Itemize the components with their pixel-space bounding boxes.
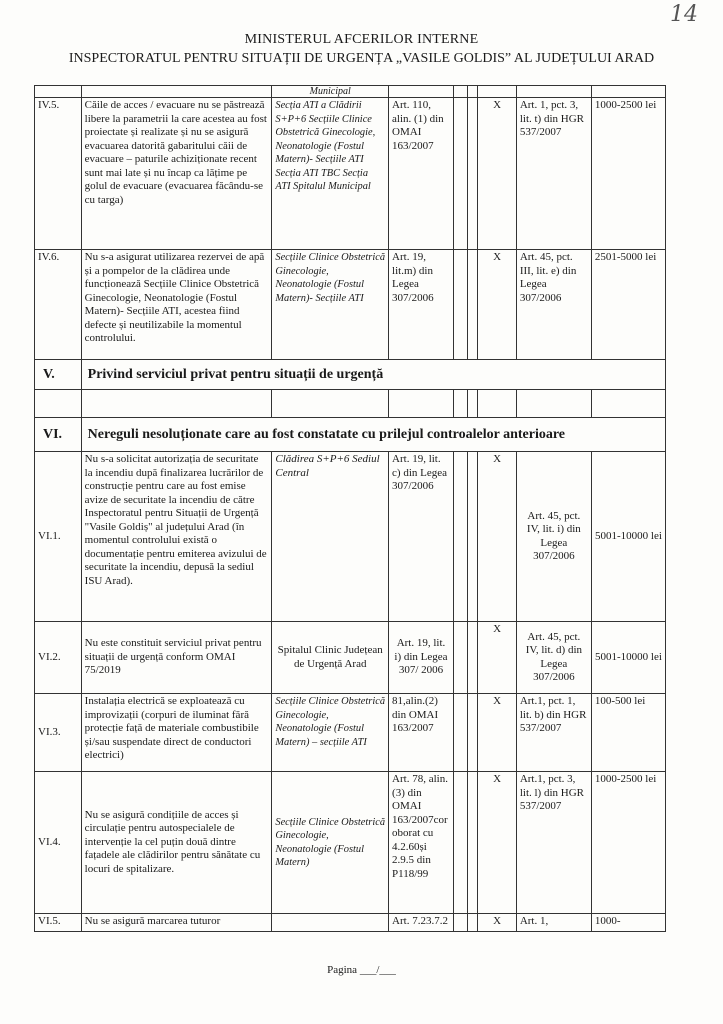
fine-amount: 2501-5000 lei: [591, 250, 665, 360]
legal-article: 81,alin.(2) din OMAI 163/2007: [389, 694, 454, 772]
location-cell: Secțiile Clinice Obstetrică Ginecologie, Neonatologie (Fostul Matern) – secțiile ATI: [272, 694, 389, 772]
sanction-article: Art. 1, pct. 3, lit. t) din HGR 537/2007: [516, 98, 591, 250]
finding-description: Nu s-a solicitat autorizația de securitate la incendiu după finalizarea lucrărilor de construcție pentru care au fost emise avize de securitate la incendiu de către Inspectoratul pentru Situații de Urgență "Vasile Goldiș" al județului Arad (în momentul controlului există o documentație pentru emiterea avizului de securitate la incendiu, depusă la sediul ISU Arad).: [81, 452, 272, 622]
sanction-article: Art.1, pct. 3, lit. l) din HGR 537/2007: [516, 772, 591, 914]
findings-table: [34, 85, 666, 932]
legal-article: Art. 78, alin. (3) din OMAI 163/2007cor oborat cu 4.2.60și 2.9.5 din P118/99: [389, 772, 454, 914]
table-row: [35, 694, 666, 772]
empty-row: [35, 390, 666, 418]
fine-amount: 100-500 lei: [591, 694, 665, 772]
sanction-article: Art. 45, pct. IV, lit. d) din Legea 307/2006: [516, 622, 591, 694]
legal-article: Art. 110, alin. (1) din OMAI 163/2007: [389, 98, 454, 250]
legal-article: Art. 7.23.7.2: [389, 914, 454, 932]
row-index: VI.3.: [35, 694, 82, 772]
row-index: VI.1.: [35, 452, 82, 622]
table-row: [35, 914, 666, 932]
row-index: IV.6.: [35, 250, 82, 360]
location-cell: [272, 914, 389, 932]
section-number: V.: [35, 360, 82, 390]
table-row: [35, 772, 666, 914]
fine-amount: 1000-2500 lei: [591, 98, 665, 250]
legal-article: Art. 19, lit.m) din Legea 307/2006: [389, 250, 454, 360]
handwritten-page-mark: 14: [670, 2, 698, 27]
finding-description: Nu este constituit serviciul privat pentru situații de urgență conform OMAI 75/2019: [81, 622, 272, 694]
finding-description: Nu se asigură marcarea tuturor: [81, 914, 272, 932]
section-number: VI.: [35, 418, 82, 452]
ministry-title: MINISTERUL AFCERILOR INTERNE: [244, 32, 479, 47]
finding-description: Nu s-a asigurat utilizarea rezervei de apă și a pompelor de la clădirea unde funcționează Secțiile Clinice Obstetrică Ginecologie, Neonatologie (Fostul Matern)- Secțiile ATI, acestea fiind defecte și neutilizabile la momentul controlului.: [81, 250, 272, 360]
section-v-heading: [35, 360, 666, 390]
location-cell: Spitalul Clinic Județean de Urgență Arad: [272, 622, 389, 694]
location-cell: Municipal: [272, 86, 389, 98]
sanction-article: Art. 45, pct. III, lit. e) din Legea 307/2006: [516, 250, 591, 360]
fine-amount: 5001-10000 lei: [591, 622, 665, 694]
table-row: [35, 98, 666, 250]
section-title: Privind serviciul privat pentru situații de urgență: [81, 360, 665, 390]
fine-amount: 5001-10000 lei: [591, 452, 665, 622]
row-index: VI.4.: [35, 772, 82, 914]
table-row: [35, 452, 666, 622]
finding-description: Instalația electrică se exploatează cu improvizații (corpuri de iluminat fără protecție față de materiale combustibile și/sau suspendate direct de conductori electrici): [81, 694, 272, 772]
legal-article: Art. 19, lit. c) din Legea 307/2006: [389, 452, 454, 622]
sanction-article: Art. 45, pct. IV, lit. i) din Legea 307/2006: [516, 452, 591, 622]
legal-article: Art. 19, lit. i) din Legea 307/ 2006: [389, 622, 454, 694]
page-footer: [0, 964, 723, 976]
mark-cell: X: [478, 98, 517, 250]
inspectorate-title: INSPECTORATUL PENTRU SITUAȚII DE URGENȚA „VASILE GOLDIS” AL JUDEȚULUI ARAD: [68, 51, 655, 66]
location-cell: Secțiile Clinice Obstetrică Ginecologie, Neonatologie (Fostul Matern): [272, 772, 389, 914]
mark-cell: X: [478, 694, 517, 772]
row-index: VI.2.: [35, 622, 82, 694]
mark-cell: X: [478, 622, 517, 694]
sanction-article: Art. 1,: [516, 914, 591, 932]
row-index: VI.5.: [35, 914, 82, 932]
row-index: IV.5.: [35, 98, 82, 250]
section-title: Nereguli nesoluționate care au fost constatate cu prilejul controalelor anterioare: [81, 418, 665, 452]
table-row: [35, 622, 666, 694]
location-cell: Secțiile Clinice Obstetrică Ginecologie, Neonatologie (Fostul Matern)- Secțiile ATI: [272, 250, 389, 360]
page-number-label: Pagina ___/___: [327, 964, 396, 976]
section-vi-heading: [35, 418, 666, 452]
finding-description: Nu se asigură condițiile de acces și circulație pentru autospecialele de intervenție la cel puțin două dintre fațadele ale clădirilor pentru sănătate cu locuri de spitalizare.: [81, 772, 272, 914]
table-row: [35, 250, 666, 360]
sanction-article: Art.1, pct. 1, lit. b) din HGR 537/2007: [516, 694, 591, 772]
continuation-strip-row: [35, 86, 666, 98]
location-cell: Secția ATI a Clădirii S+P+6 Secțiile Clinice Obstetrică Ginecologie, Neonatologie (Fostul Matern)- Secțiile ATI Secția ATI TBC Secția ATI Spitalul Municipal: [272, 98, 389, 250]
finding-description: Căile de acces / evacuare nu se păstrează libere la parametrii la care acestea au fost proiectate și realizate și nu se asigură evacuarea datorită gabaritului căii de evacuare – paturile achiziționate recent sunt mai late și nu încap ca lățime pe golul de evacuare (evacuarea făcându-se cu targa): [81, 98, 272, 250]
fine-amount: 1000-2500 lei: [591, 772, 665, 914]
fine-amount: 1000-: [591, 914, 665, 932]
mark-cell: X: [478, 772, 517, 914]
document-header: [0, 32, 723, 67]
location-cell: Clădirea S+P+6 Sediul Central: [272, 452, 389, 622]
mark-cell: X: [478, 452, 517, 622]
mark-cell: X: [478, 250, 517, 360]
mark-cell: X: [478, 914, 517, 932]
